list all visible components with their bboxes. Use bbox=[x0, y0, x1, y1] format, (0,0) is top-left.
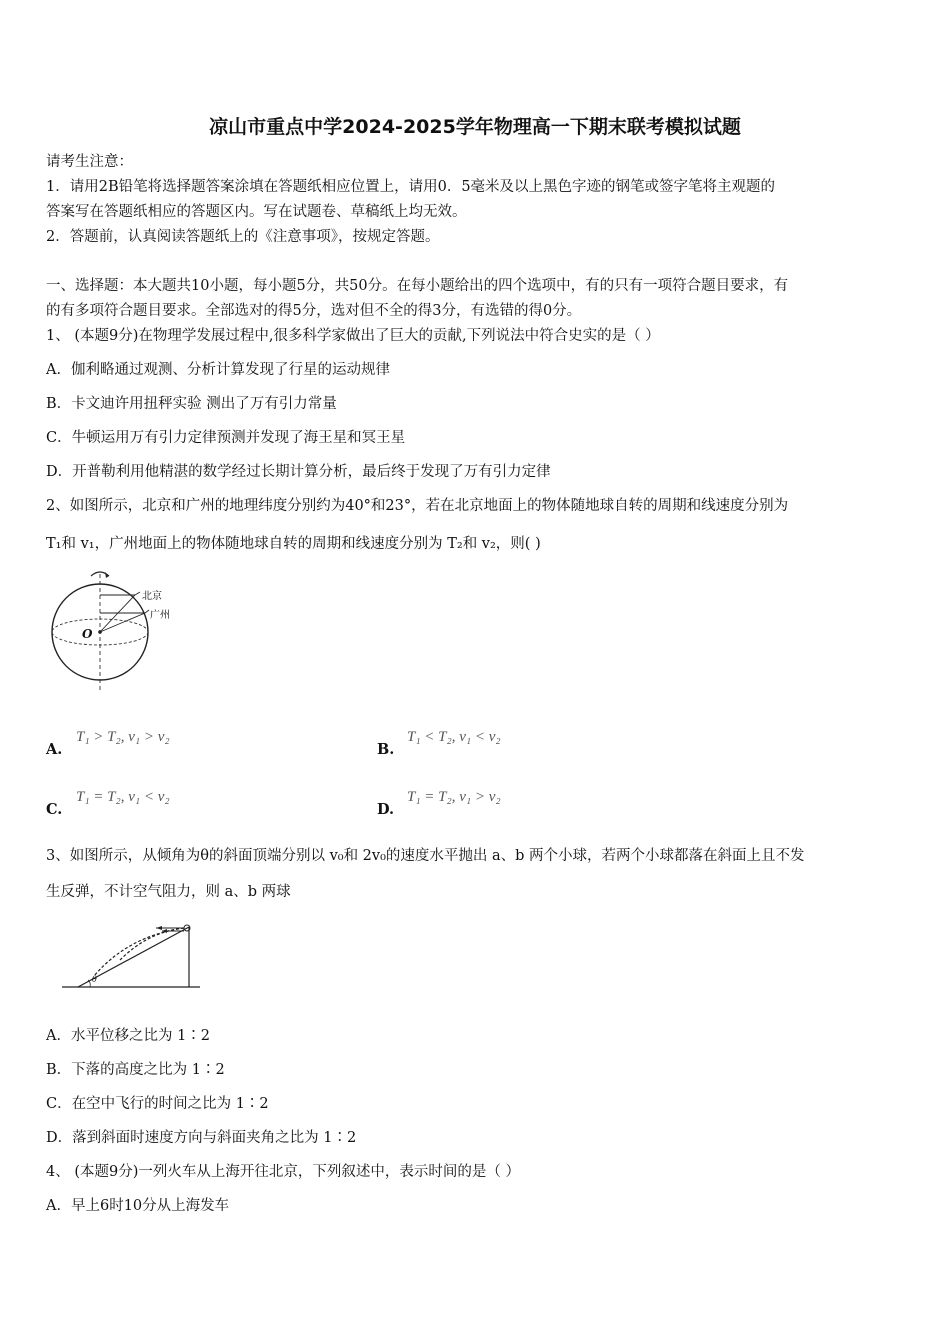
question-2-option-d-label: D. bbox=[377, 801, 395, 818]
notice-item-1-line-1: 1．请用2B铅笔将选择题答案涂填在答题纸相应位置上，请用0．5毫米及以上黑色字迹的钢笔或签字笔将主观题的 bbox=[46, 179, 776, 195]
figure-label-beijing: 北京 bbox=[142, 591, 162, 602]
section-1-intro-line-2: 的有多项符合题目要求。全部选对的得5分，选对但不全的得3分，有选错的得0分。 bbox=[46, 303, 582, 319]
question-3-option-b: B．下落的高度之比为 1∶2 bbox=[46, 1062, 225, 1078]
question-3-stem-line-1: 3、如图所示，从倾角为θ的斜面顶端分别以 v₀和 2v₀的速度水平抛出 a、b 两个小球，若两个小球都落在斜面上且不发 bbox=[46, 848, 805, 864]
incline-projectile-figure bbox=[58, 918, 204, 992]
question-3-option-c: C．在空中飞行的时间之比为 1∶2 bbox=[46, 1096, 269, 1112]
question-2-stem-line-1: 2、如图所示，北京和广州的地理纬度分别约为40°和23°，若在北京地面上的物体随地球自转的周期和线速度分别为 bbox=[46, 498, 789, 514]
question-1-option-d: D．开普勒利用他精湛的数学经过长期计算分析，最后终于发现了万有引力定律 bbox=[46, 464, 551, 480]
question-1-stem: 1、 (本题9分)在物理学发展过程中,很多科学家做出了巨大的贡献,下列说法中符合史实的是（ ） bbox=[46, 328, 660, 344]
question-2-option-a-expr: T₁ > T₂, v₁ > v₂ bbox=[76, 729, 170, 745]
question-3-stem-line-2: 生反弹，不计空气阻力，则 a、b 两球 bbox=[46, 884, 291, 900]
page-title: 凉山市重点中学2024-2025学年物理高一下期末联考模拟试题 bbox=[209, 116, 741, 138]
question-2-stem-line-2: T₁和 v₁，广州地面上的物体随地球自转的周期和线速度分别为 T₂和 v₂，则( ) bbox=[46, 536, 541, 552]
figure-label-angle: θ bbox=[92, 975, 97, 984]
notice-header: 请考生注意： bbox=[46, 154, 133, 170]
question-1-option-c: C．牛顿运用万有引力定律预测并发现了海王星和冥王星 bbox=[46, 430, 406, 446]
figure-label-guangzhou: 广州 bbox=[150, 610, 170, 621]
earth-rotation-figure bbox=[48, 566, 180, 692]
question-2-option-c-expr: T₁ = T₂, v₁ < v₂ bbox=[76, 789, 170, 805]
question-4-stem: 4、 (本题9分)一列火车从上海开往北京，下列叙述中，表示时间的是（ ） bbox=[46, 1164, 520, 1180]
figure-label-center: O bbox=[82, 627, 93, 641]
question-1-option-b: B．卡文迪许用扭秤实验 测出了万有引力常量 bbox=[46, 396, 337, 412]
question-3-option-d: D．落到斜面时速度方向与斜面夹角之比为 1∶2 bbox=[46, 1130, 357, 1146]
question-1-option-a: A．伽利略通过观测、分析计算发现了行星的运动规律 bbox=[46, 362, 390, 378]
question-2-option-b-label: B. bbox=[377, 741, 395, 758]
question-2-option-c-label: C. bbox=[46, 801, 63, 818]
question-2-option-d-expr: T₁ = T₂, v₁ > v₂ bbox=[407, 789, 501, 805]
section-1-intro-line-1: 一、选择题：本大题共10小题，每小题5分，共50分。在每小题给出的四个选项中，有的只有一项符合题目要求，有 bbox=[46, 278, 789, 294]
question-4-option-a: A．早上6时10分从上海发车 bbox=[46, 1198, 230, 1214]
notice-item-2: 2．答题前，认真阅读答题纸上的《注意事项》，按规定答题。 bbox=[46, 229, 440, 245]
question-3-option-a: A．水平位移之比为 1∶2 bbox=[46, 1028, 211, 1044]
question-2-option-b-expr: T₁ < T₂, v₁ < v₂ bbox=[407, 729, 501, 745]
question-2-option-a-label: A. bbox=[46, 741, 63, 758]
notice-item-1-line-2: 答案写在答题纸相应的答题区内。写在试题卷、草稿纸上均无效。 bbox=[46, 204, 467, 220]
